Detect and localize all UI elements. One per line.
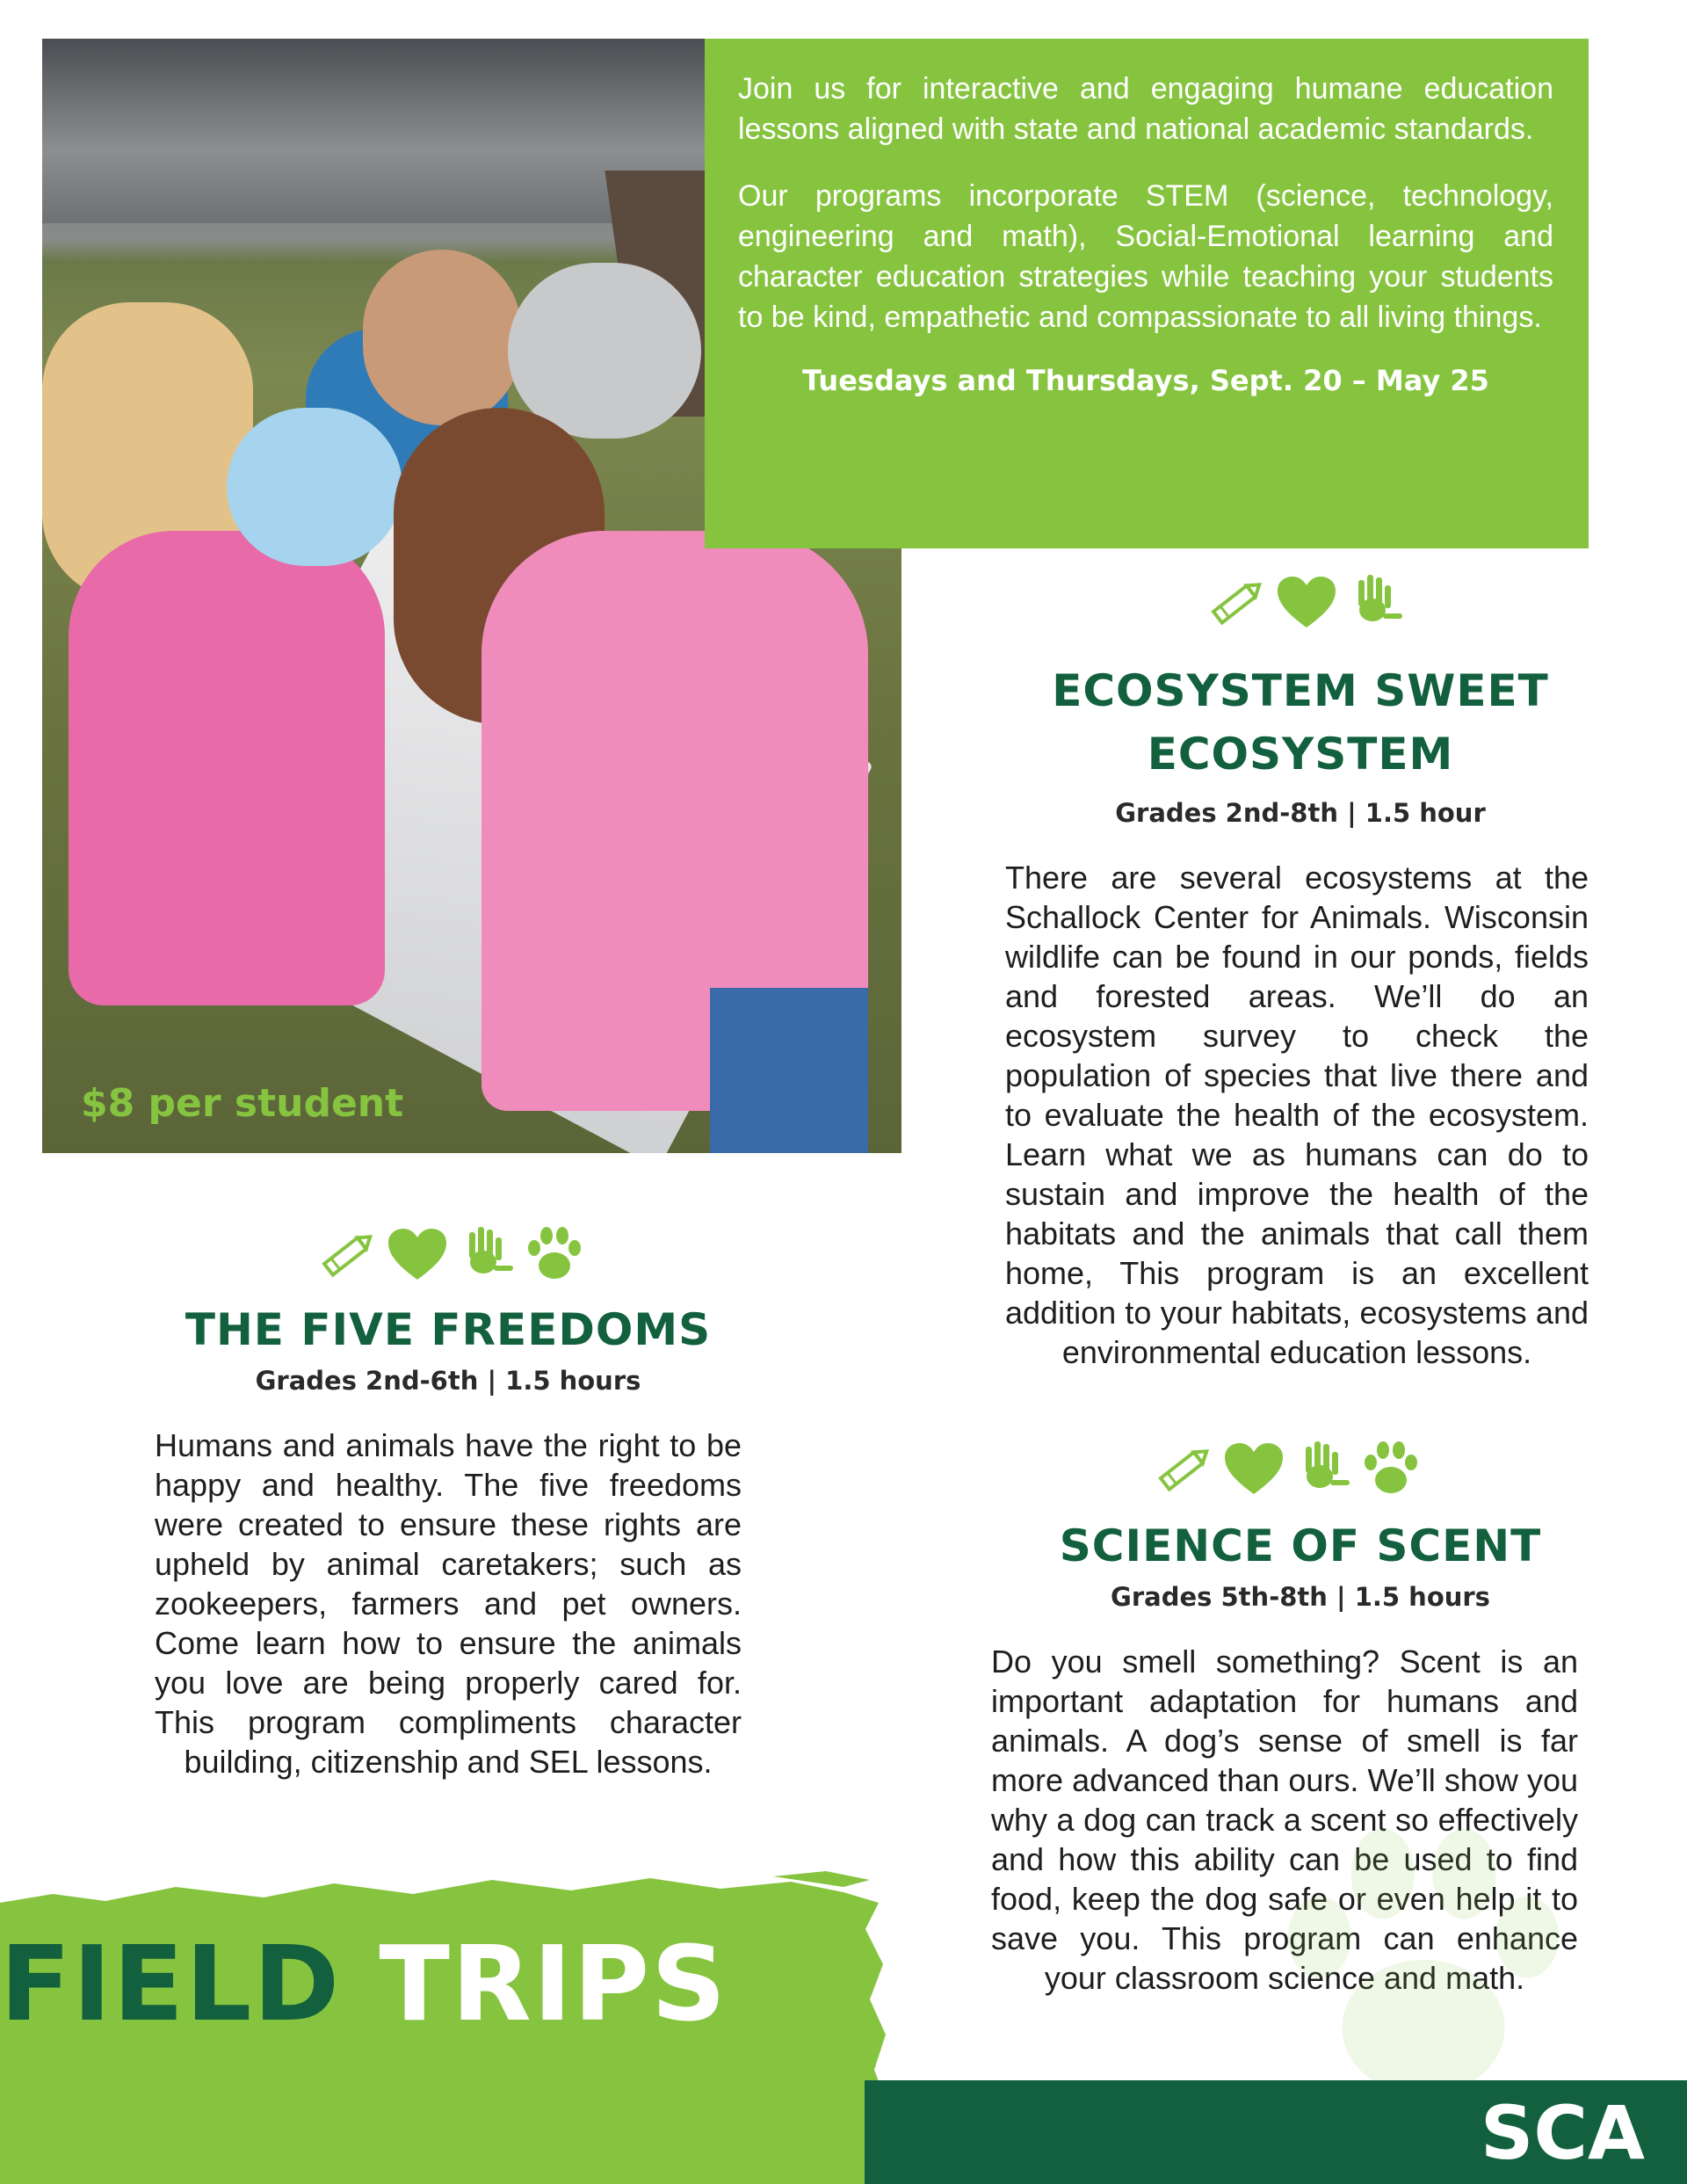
program-icons: [1155, 1438, 1422, 1499]
program-description-science-of-scent: Do you smell something? Scent is an important adaptation for humans and animals. A dog’s sense of smell is far more advanced than ours. We’ll show you why a dog can track a scent so effectively and how this ability can be used to find food, keep the dog safe or even help it to save you. This program can enhance your classroom science and math.: [991, 1643, 1578, 1996]
program-grades-five-freedoms: Grades 2nd-6th | 1.5 hours: [255, 1366, 641, 1396]
program-description-ecosystem: There are several ecosystems at the Schallock Center for Animals. Wisconsin wildlife can be found in our ponds, fields and forested areas. We’ll do an ecosystem survey to check the population of species that live there and to evaluate the health of the ecosystem. Learn what we as humans can do to sustain and improve the health of the habitats and the animals that call them home, This program is an excellent addition to your habitats, ecosystems and environmental education lessons.: [1005, 860, 1589, 1370]
sca-logo: SCA: [1480, 2090, 1645, 2176]
hand-icon: [1346, 573, 1404, 631]
paw-icon: [1360, 1438, 1422, 1499]
pencil-icon: [1207, 576, 1267, 628]
field-trips-heading: FIELD TRIPS: [0, 1923, 728, 2044]
hand-icon: [457, 1225, 515, 1283]
paw-watermark-icon: [1265, 1810, 1582, 2127]
program-title-ecosystem: ECOSYSTEM SWEET ECOSYSTEM: [1052, 665, 1549, 780]
paw-icon: [524, 1223, 585, 1285]
intro-box: [705, 39, 1589, 548]
program-icons: [318, 1223, 585, 1285]
program-icons: [1207, 573, 1404, 631]
heart-icon: [1276, 575, 1337, 629]
schedule-dates: Tuesdays and Thursdays, Sept. 20 – May 25: [802, 364, 1489, 397]
heart-icon: [1223, 1441, 1285, 1496]
program-grades-science-of-scent: Grades 5th-8th | 1.5 hours: [1111, 1582, 1490, 1612]
program-description-five-freedoms: Humans and animals have the right to be happy and healthy. The five freedoms were created to ensure these rights are upheld by animal caretakers; such as zookeepers, farmers and pet owners. Come learn how to ensure the animals you love are being properly cared for. This program compliments character building, citizenship and SEL lessons.: [155, 1427, 742, 1780]
intro-paragraph-2: Our programs incorporate STEM (science, technology, engineering and math), Social-Emotional learning and character education strategies while teaching your students to be kind, empathetic and compassionate to all living things.: [738, 179, 1553, 334]
price-label: $8 per student: [81, 1081, 404, 1126]
program-grades-ecosystem: Grades 2nd-8th | 1.5 hour: [1115, 798, 1486, 828]
program-title-science-of-scent: SCIENCE OF SCENT: [1059, 1520, 1542, 1571]
heart-icon: [387, 1227, 448, 1281]
pencil-icon: [318, 1228, 378, 1281]
program-title-five-freedoms: THE FIVE FREEDOMS: [185, 1304, 712, 1355]
pencil-icon: [1155, 1442, 1214, 1495]
intro-paragraph-1: Join us for interactive and engaging humane education lessons aligned with state and national academic standards.: [738, 72, 1553, 146]
hand-icon: [1293, 1440, 1351, 1498]
